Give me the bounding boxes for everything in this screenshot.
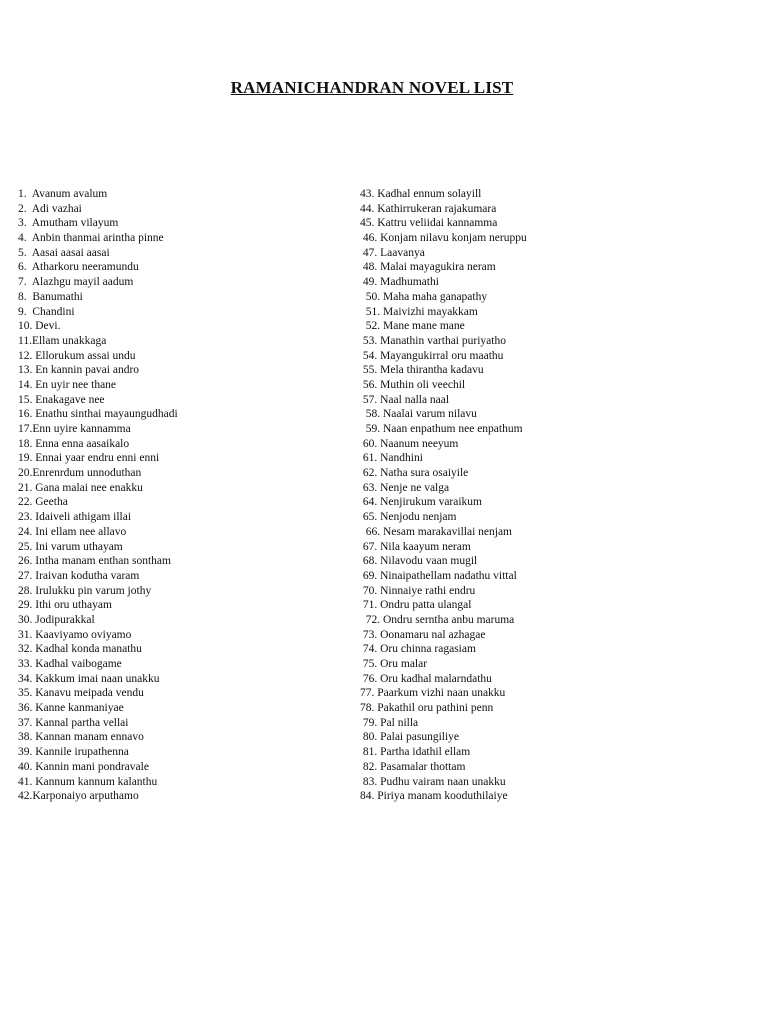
novel-list-item: 9. Chandini [18, 305, 75, 318]
novel-list-item: 28. Irulukku pin varum jothy [18, 584, 152, 597]
novel-list-item: 83. Pudhu vairam naan unakku [360, 775, 506, 788]
novel-list-item: 20.Enrenrdum unnoduthan [18, 467, 142, 480]
novel-list-item: 48. Malai mayagukira neram [360, 261, 496, 274]
novel-list-item: 6. Atharkoru neeramundu [18, 261, 139, 274]
novel-list-item: 19. Ennai yaar endru enni enni [18, 452, 160, 465]
novel-list-item: 71. Ondru patta ulangal [360, 599, 472, 612]
novel-list-item: 72. Ondru serntha anbu maruma [360, 613, 515, 626]
novel-list-item: 77. Paarkum vizhi naan unakku [360, 687, 506, 700]
novel-list-item: 10. Devi. [18, 320, 61, 333]
novel-list-item: 38. Kannan manam ennavo [18, 731, 144, 744]
novel-list-item: 50. Maha maha ganapathy [360, 290, 488, 303]
novel-list-item: 21. Gana malai nee enakku [18, 481, 143, 494]
page-title: RAMANICHANDRAN NOVEL LIST [230, 78, 514, 97]
novel-list-item: 1. Avanum avalum [18, 188, 108, 200]
novel-list-item: 69. Ninaipathellam nadathu vittal [360, 569, 517, 582]
novel-list-item: 82. Pasamalar thottam [360, 760, 466, 773]
novel-list-item: 66. Nesam marakavillai nenjam [360, 525, 513, 538]
novel-list-item: 22. Geetha [18, 496, 68, 509]
novel-list-item: 84. Piriya manam kooduthilaiye [360, 790, 508, 803]
novel-list-item: 36. Kanne kanmaniyae [18, 702, 124, 715]
novel-list-item: 56. Muthin oli veechil [360, 378, 466, 391]
novel-list-item: 3. Amutham vilayum [18, 217, 119, 230]
novel-list-item: 12. Ellorukum assai undu [18, 349, 136, 362]
novel-list-item: 67. Nila kaayum neram [360, 540, 471, 553]
novel-list-item: 78. Pakathil oru pathini penn [360, 702, 494, 715]
novel-list-item: 63. Nenje ne valga [360, 481, 450, 494]
novel-list-item: 30. Jodipurakkal [18, 613, 95, 626]
novel-list-right-column [360, 187, 690, 804]
novel-list-item: 51. Maivizhi mayakkam [360, 305, 478, 318]
novel-list-item: 75. Oru malar [360, 658, 428, 670]
novel-list-item: 8. Banumathi [18, 290, 83, 303]
novel-list-item: 52. Mane mane mane [360, 320, 465, 333]
novel-list-item: 33. Kadhal vaibogame [18, 658, 122, 670]
novel-list-item: 42.Karponaiyo arputhamo [18, 790, 139, 803]
novel-list-item: 27. Iraivan kodutha varam [18, 569, 140, 582]
novel-list-item: 73. Oonamaru nal azhagae [360, 628, 486, 641]
novel-list-item: 37. Kannal partha vellai [18, 716, 129, 729]
novel-list-item: 54. Mayangukirral oru maathu [360, 349, 504, 362]
novel-list-item: 25. Ini varum uthayam [18, 540, 123, 553]
novel-list-item: 16. Enathu sinthai mayaungudhadi [18, 408, 178, 421]
novel-list-item: 24. Ini ellam nee allavo [18, 525, 127, 538]
novel-list-item: 70. Ninnaiye rathi endru [360, 584, 476, 597]
novel-list-item: 40. Kannin mani pondravale [18, 760, 149, 773]
novel-list-item: 58. Naalai varum nilavu [360, 408, 477, 421]
novel-list-item: 61. Nandhini [360, 452, 423, 465]
novel-list-item: 60. Naanum neeyum [360, 437, 459, 450]
novel-list-item: 13. En kannin pavai andro [18, 364, 140, 377]
novel-list-item: 7. Alazhgu mayil aadum [18, 276, 134, 289]
novel-list-item: 23. Idaiveli athigam illai [18, 511, 132, 524]
novel-list-item: 68. Nilavodu vaan mugil [360, 555, 478, 568]
novel-list-item: 2. Adi vazhai [18, 202, 82, 215]
novel-list-item: 44. Kathirrukeran rajakumara [360, 202, 497, 215]
novel-list-item: 55. Mela thirantha kadavu [360, 364, 484, 377]
novel-list-item: 74. Oru chinna ragasiam [360, 643, 476, 656]
novel-list-item: 39. Kannile irupathenna [18, 746, 129, 759]
novel-list-item: 5. Aasai aasai aasai [18, 246, 110, 259]
novel-list-item: 17.Enn uyire kannamma [18, 423, 131, 435]
novel-list-item: 65. Nenjodu nenjam [360, 511, 457, 524]
novel-list-item: 79. Pal nilla [360, 716, 419, 729]
novel-list-item: 32. Kadhal konda manathu [18, 643, 142, 656]
novel-list-item: 57. Naal nalla naal [360, 393, 450, 406]
novel-list-item: 81. Partha idathil ellam [360, 746, 471, 759]
novel-list-item: 26. Intha manam enthan sontham [18, 555, 171, 568]
novel-list-item: 59. Naan enpathum nee enpathum [360, 423, 523, 435]
novel-list-item: 18. Enna enna aasaikalo [18, 437, 130, 450]
novel-list-item: 31. Kaaviyamo oviyamo [18, 628, 132, 641]
novel-list-item: 62. Natha sura osaiyile [360, 467, 469, 480]
novel-list-item: 4. Anbin thanmai arintha pinne [18, 232, 164, 245]
novel-list-item: 15. Enakagave nee [18, 393, 105, 406]
novel-list-item: 14. En uyir nee thane [18, 378, 117, 391]
novel-list-item: 29. Ithi oru uthayam [18, 599, 112, 612]
novel-list-item: 46. Konjam nilavu konjam neruppu [360, 232, 527, 245]
novel-list-item: 64. Nenjirukum varaikum [360, 496, 483, 509]
novel-list-item: 35. Kanavu meipada vendu [18, 687, 144, 700]
novel-list-item: 43. Kadhal ennum solayill [360, 188, 482, 200]
novel-list-item: 45. Kattru veliidai kannamma [360, 217, 498, 230]
novel-list-item: 76. Oru kadhal malarndathu [360, 672, 492, 685]
novel-list-left-column [18, 187, 338, 804]
novel-list-item: 47. Laavanya [360, 246, 425, 259]
novel-list-item: 53. Manathin varthai puriyatho [360, 334, 506, 347]
novel-list-item: 34. Kakkum imai naan unakku [18, 672, 160, 685]
novel-list-item: 41. Kannum kannum kalanthu [18, 775, 158, 788]
novel-list-item: 49. Madhumathi [360, 276, 439, 289]
novel-list-item: 11.Ellam unakkaga [18, 334, 107, 347]
novel-list-item: 80. Palai pasungiliye [360, 731, 460, 744]
